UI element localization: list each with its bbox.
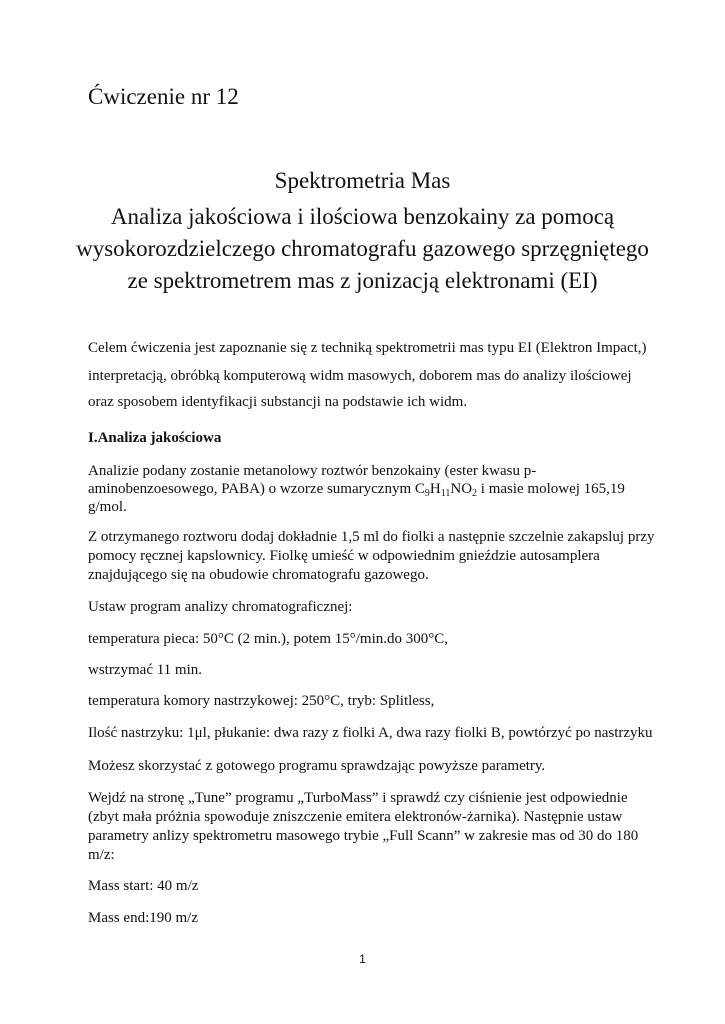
document-title	[60, 201, 665, 297]
text: i masie molowej 165,19	[477, 481, 625, 497]
paragraph-line: znajdującego się na obudowie chromatografu gazowego.	[88, 567, 429, 583]
oven-temperature: temperatura pieca: 50°C (2 min.), potem 15°/min.do 300°C,	[88, 631, 449, 647]
subscript: 9	[424, 488, 430, 499]
hold-time: wstrzymać 11 min.	[88, 662, 203, 678]
title-line: wysokorozdzielczego chromatografu gazowego sprzęgniętego	[76, 236, 649, 261]
subscript: 2	[472, 488, 478, 499]
tune-line: m/z:	[88, 847, 115, 863]
formula-line	[88, 481, 625, 498]
text: NO	[450, 481, 473, 497]
exercise-number: Ćwiczenie nr 12	[88, 84, 239, 109]
ready-program-note: Możesz skorzystać z gotowego programu sprawdzając powyższe parametry.	[88, 758, 546, 774]
mass-start: Mass start: 40 m/z	[88, 878, 199, 894]
tune-line: Wejdź na stronę „Tune” programu „TurboMass” i sprawdź czy ciśnienie jest odpowiednie	[88, 790, 628, 806]
injector-settings: temperatura komory nastrzykowej: 250°C, tryb: Splitless,	[88, 693, 435, 709]
text: H	[429, 481, 441, 497]
paragraph-line: pomocy ręcznej kapslownicy. Fiolkę umieść w odpowiednim gnieździe autosamplera	[88, 548, 600, 564]
paragraph-line: Analizie podany zostanie metanolowy roztwór benzokainy (ester kwasu p-	[88, 463, 537, 479]
injection-settings: Ilość nastrzyku: 1μl, płukanie: dwa razy z fiolki A, dwa razy fiolki B, powtórzyć po nastrzyku	[88, 725, 653, 741]
tune-line: (zbyt mała próżnia spowoduje zniszczenie emitera elektronów-żarnika). Następnie ustaw	[88, 809, 623, 825]
paragraph-line: Z otrzymanego roztworu dodaj dokładnie 1,5 ml do fiolki a następnie szczelnie zakapsluj przy	[88, 529, 655, 545]
text: aminobenzoesowego, PABA) o wzorze sumarycznym C	[88, 481, 425, 497]
subscript: 11	[440, 488, 451, 499]
title-line: Analiza jakościowa i ilościowa benzokainy za pomocą	[110, 204, 615, 229]
section-heading: I.Analiza jakościowa	[88, 430, 222, 446]
intro-line: oraz sposobem identyfikacji substancji na podstawie ich widm.	[88, 394, 468, 410]
mass-end: Mass end:190 m/z	[88, 910, 198, 926]
subtitle: Spektrometria Mas	[274, 168, 451, 193]
page-number: 1	[359, 952, 366, 966]
intro-line: interpretacją, obróbką komputerową widm masowych, doborem mas do analizy ilościowej	[88, 368, 632, 384]
intro-line: Celem ćwiczenia jest zapoznanie się z techniką spektrometrii mas typu EI (Elektron Impact,)	[88, 340, 647, 356]
title-line: ze spektrometrem mas z jonizacją elektronami (EI)	[127, 268, 598, 293]
program-heading: Ustaw program analizy chromatograficznej:	[88, 599, 353, 615]
paragraph-line: g/mol.	[88, 499, 127, 515]
tune-line: parametry anlizy spektrometru masowego trybie „Full Scann” w zakresie mas od 30 do 180	[88, 828, 639, 844]
